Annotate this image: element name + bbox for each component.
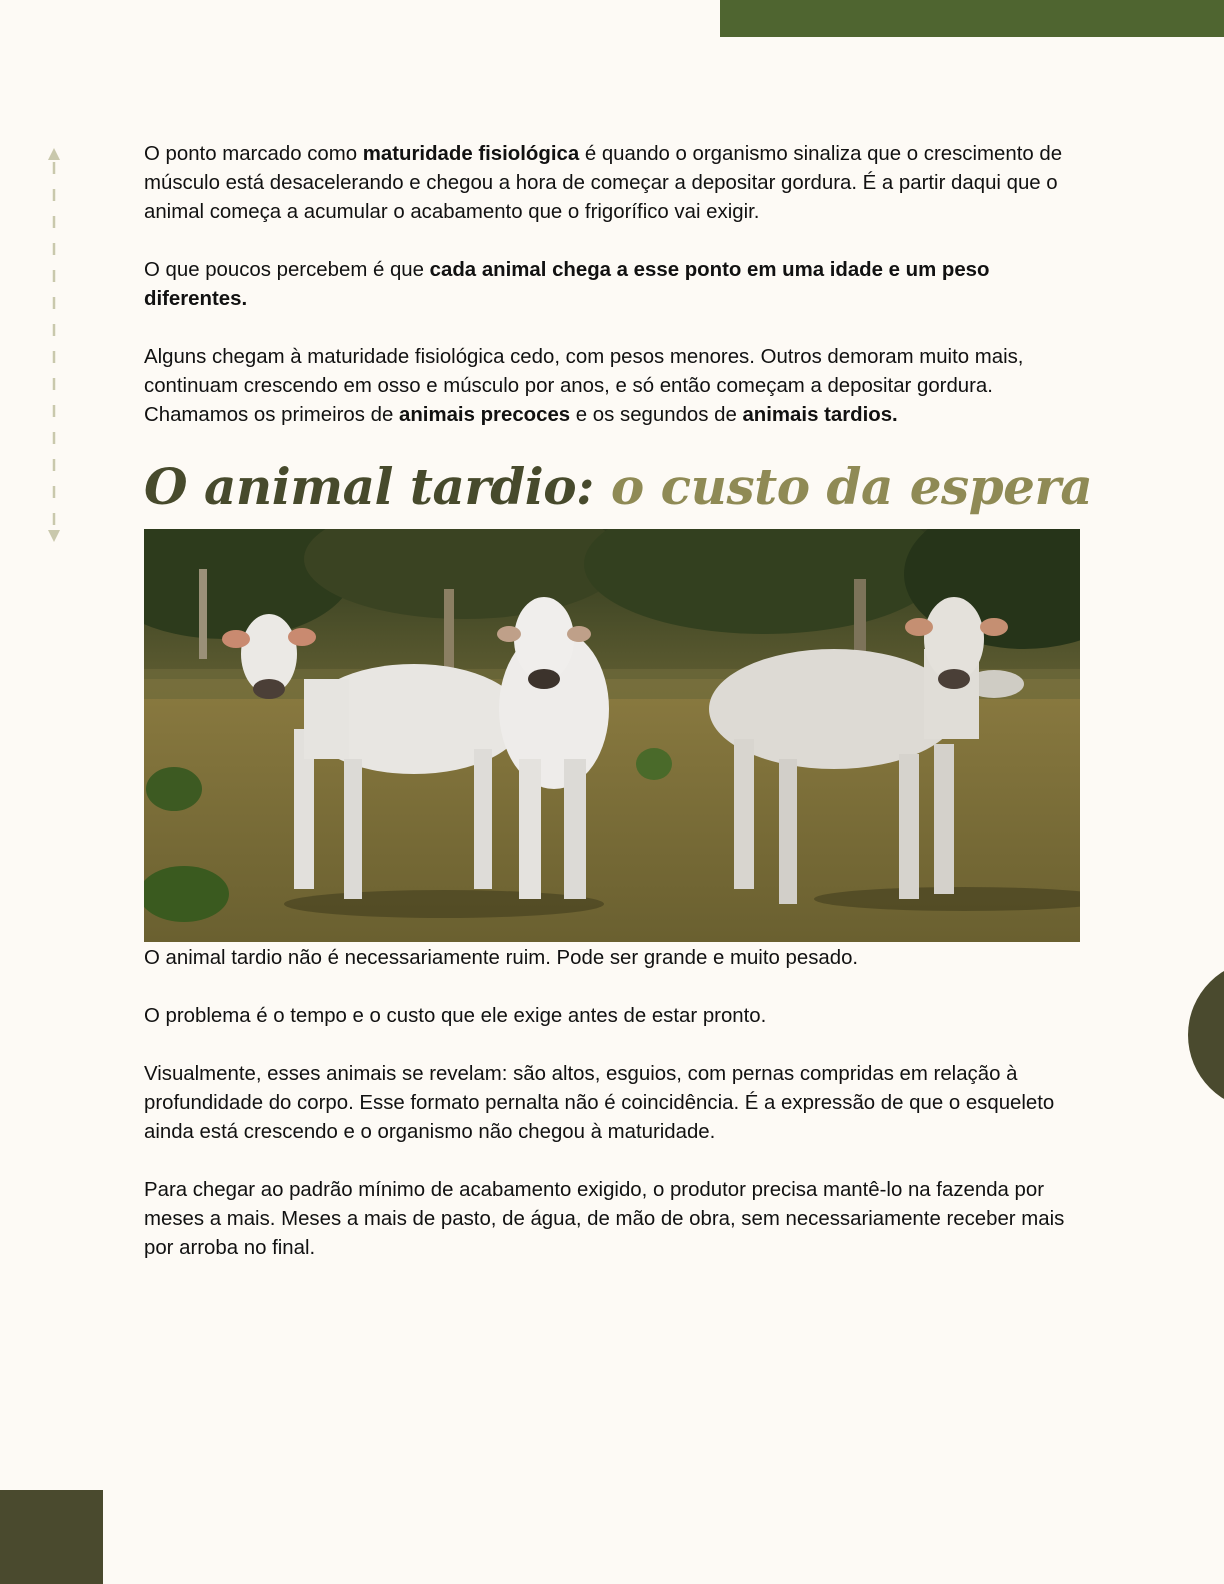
bold-text: cada animal chega a esse ponto em uma idade e um peso diferentes. (144, 259, 990, 310)
bold-text: maturidade fisiológica (362, 143, 580, 165)
section-heading (144, 457, 1093, 516)
heading-part-light: o custo da espera (594, 457, 1093, 516)
text: é quando o organismo sinaliza que o crescimento de músculo está desacelerando e chegou a hora de começar a depositar gordura. É a partir daqui que o animal começa a acumular o acabamento que o frigorífico vai exigir. (144, 143, 1063, 223)
text: O que poucos percebem é que (144, 259, 430, 281)
cattle-photo (144, 529, 1080, 942)
main-content (144, 140, 1093, 1292)
text: e os segundos de (570, 404, 743, 426)
paragraph-tempo-custo: O problema é o tempo e o custo que ele exige antes de estar pronto. (144, 1005, 767, 1027)
vertical-double-arrow-icon (44, 148, 64, 542)
top-decorative-bar (720, 0, 1224, 37)
text: Alguns chegam à maturidade fisiológica cedo, com pesos menores. Outros demoram muito mais, continuam crescendo em osso e músculo por anos, e só então começam a depositar gordura. Chamamos os primeiros de (144, 346, 1024, 426)
bold-text: animais tardios. (742, 404, 898, 426)
side-decorative-circle (1188, 960, 1224, 1110)
bottom-decorative-block (0, 1490, 103, 1584)
paragraph-idade-peso (144, 256, 1084, 314)
heading-part-dark: O animal tardio: (144, 457, 595, 516)
paragraph-precoces-tardios (144, 343, 1084, 430)
paragraph-maturidade (144, 140, 1084, 227)
paragraph-padrao-minimo: Para chegar ao padrão mínimo de acabamento exigido, o produtor precisa mantê-lo na fazenda por meses a mais. Meses a mais de pasto, de água, de mão de obra, sem necessariamente receber mais por arroba no final. (144, 1179, 1065, 1259)
paragraph-visualmente: Visualmente, esses animais se revelam: são altos, esguios, com pernas compridas em relação à profundidade do corpo. Esse formato pernalta não é coincidência. É a expressão de que o esqueleto ainda está crescendo e o organismo não chegou à maturidade. (144, 1063, 1055, 1143)
paragraph-tardio-ruim: O animal tardio não é necessariamente ruim. Pode ser grande e muito pesado. (144, 947, 859, 969)
text: O ponto marcado como (144, 143, 363, 165)
bold-text: animais precoces (398, 404, 571, 426)
